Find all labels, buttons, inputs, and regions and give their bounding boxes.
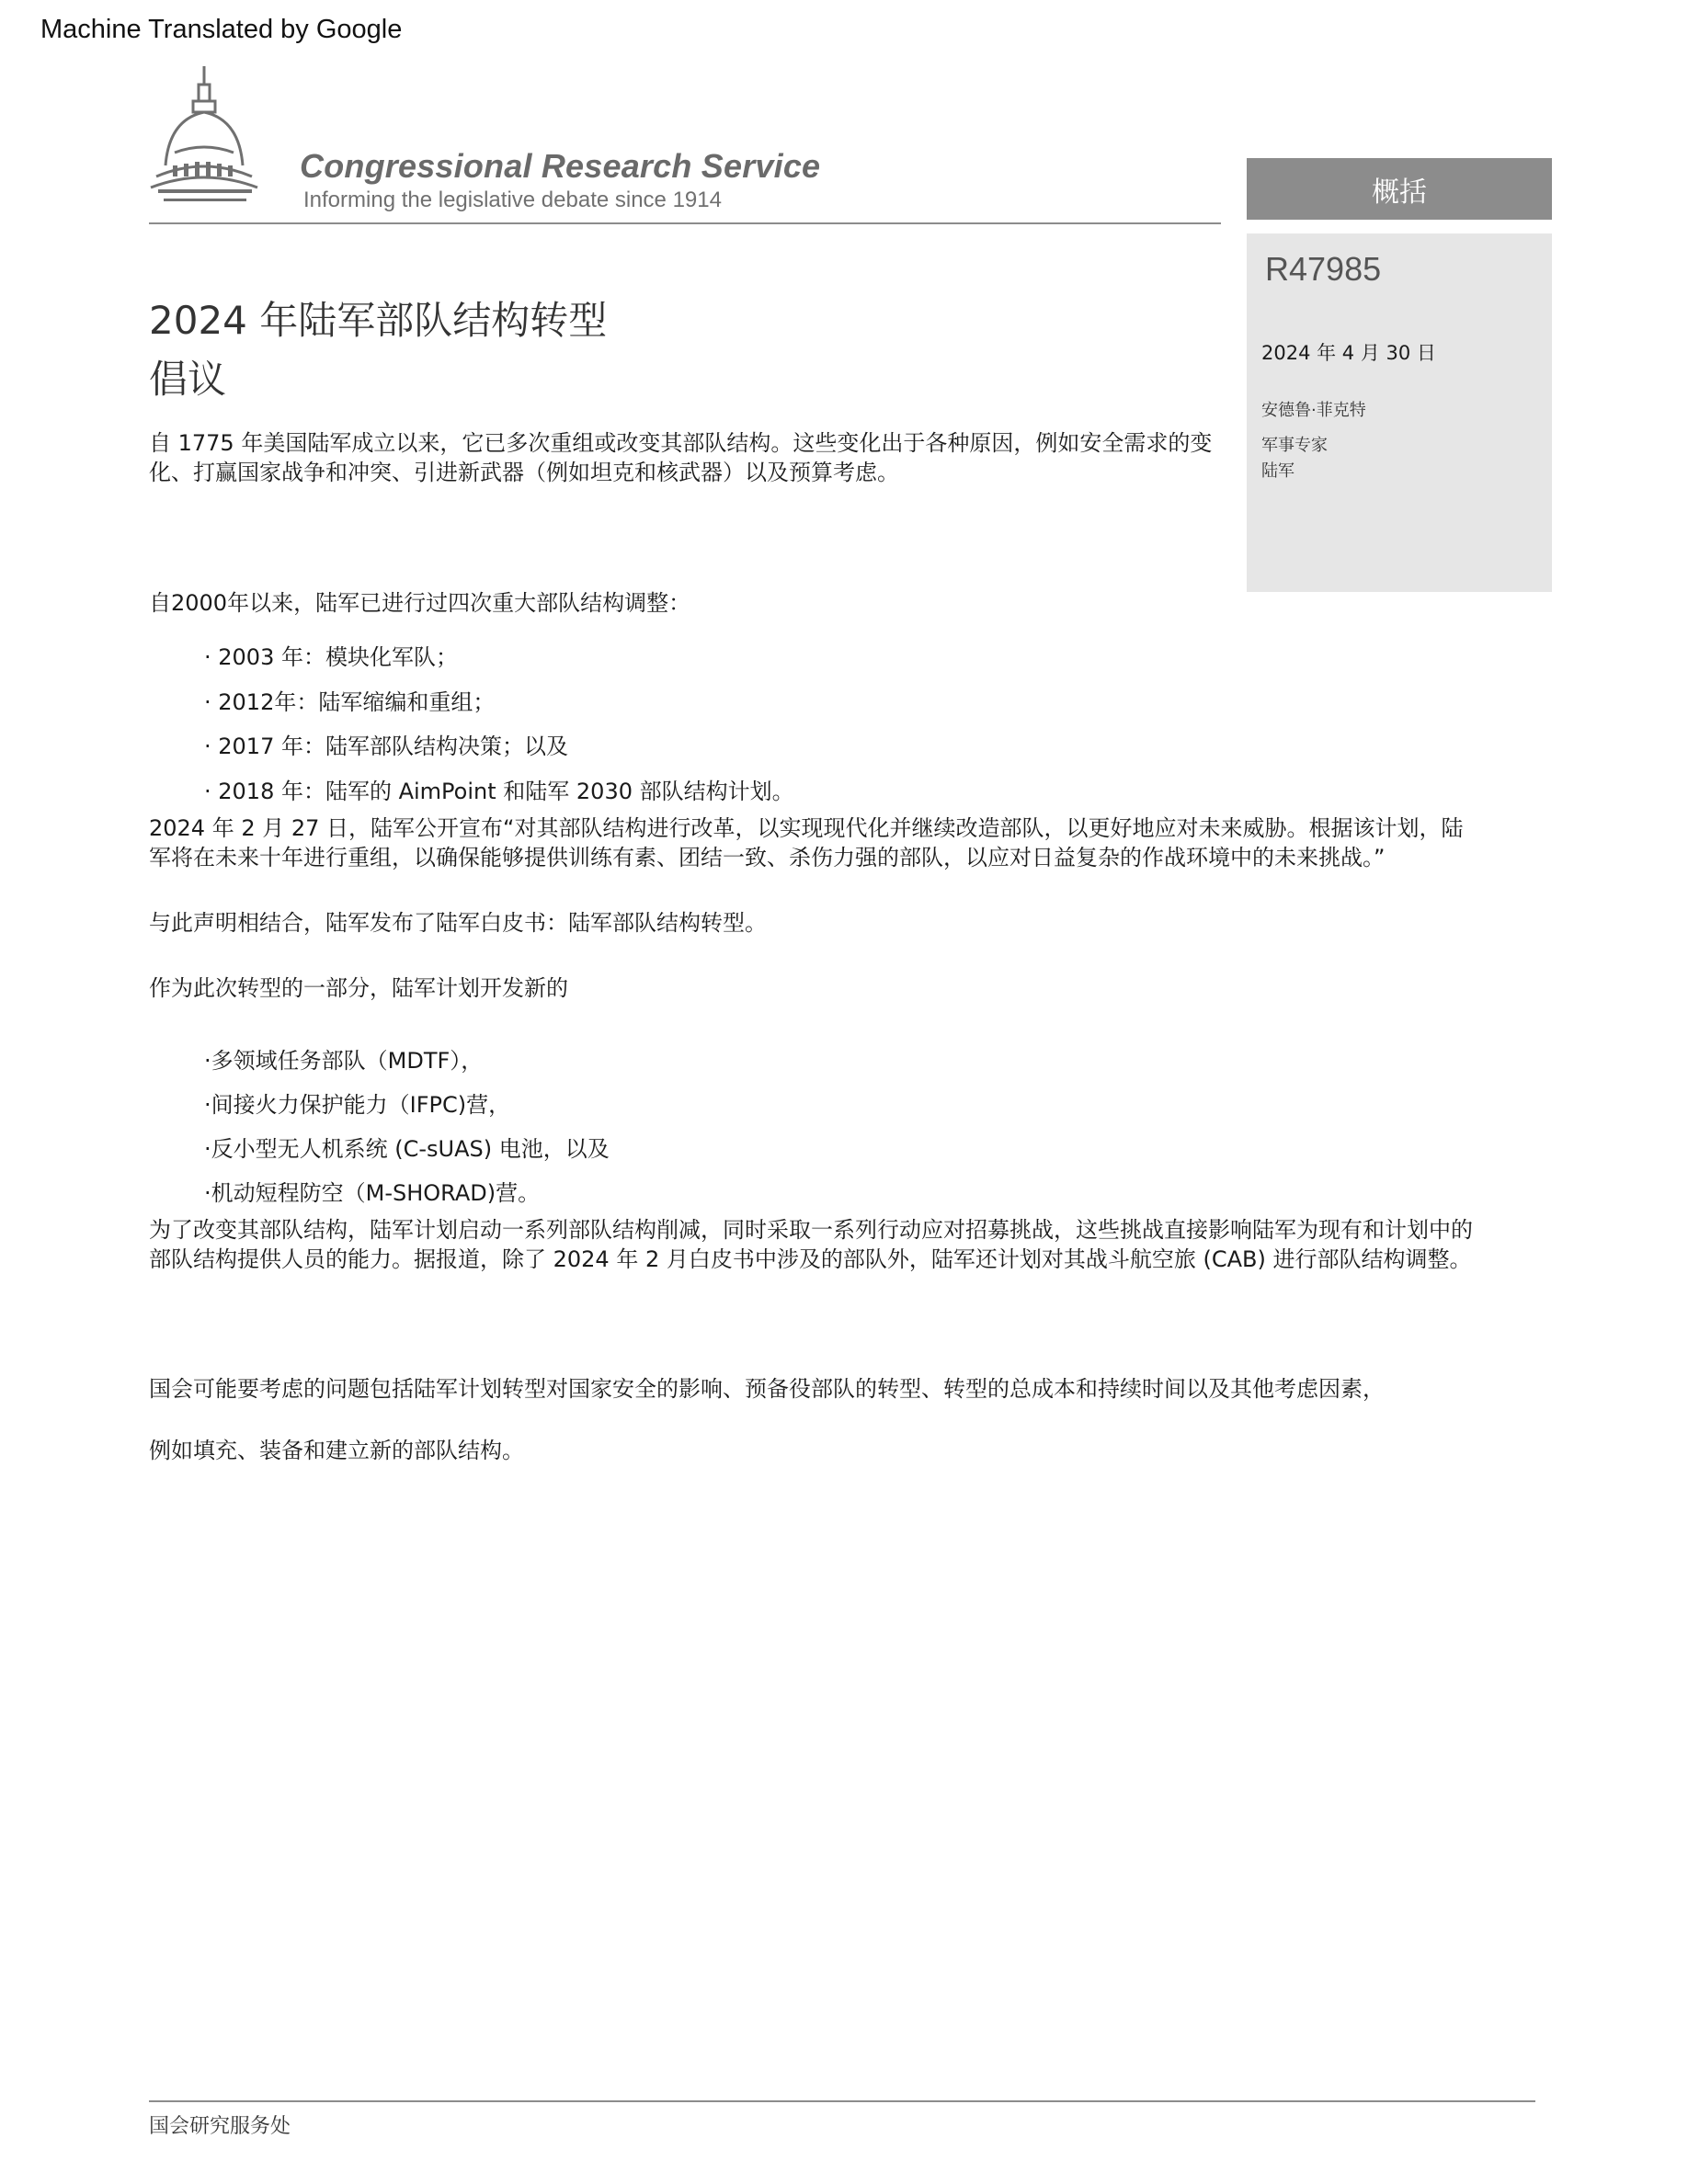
announcement-paragraph: 2024 年 2 月 27 日，陆军公开宣布“对其部队结构进行改革，以实现现代化并继续改造部队，以更好地应对未来威胁。根据该计划，陆军将在未来十年进行重组，以确保能够提供训练有素、团结一致、杀伤力强的部队，以应对日益复杂的作战环境中的未来挑战。” <box>149 815 1464 870</box>
list-item: · 2017 年：陆军部队结构决策；以及 <box>204 734 568 759</box>
list-item: ·反小型无人机系统 (C-sUAS) 电池，以及 <box>204 1136 610 1162</box>
congress-issues-paragraph: 国会可能要考虑的问题包括陆军计划转型对国家安全的影响、预备役部队的转型、转型的总成本和持续时间以及其他考虑因素， <box>149 1376 1385 1402</box>
restructuring-paragraph: 自2000年以来，陆军已进行过四次重大部队结构调整： <box>149 590 691 616</box>
author-title: 军事专家 <box>1261 436 1328 455</box>
page-title: 2024 年陆军部队结构转型 <box>149 298 608 343</box>
transformation-paragraph: 作为此次转型的一部分，陆军计划开发新的 <box>149 975 568 1001</box>
list-item: · 2018 年：陆军的 AimPoint 和陆军 2030 部队结构计划。 <box>204 779 794 804</box>
logo-title: Congressional Research Service <box>300 147 821 185</box>
report-date: 2024 年 4 月 30 日 <box>1261 342 1436 364</box>
header-divider <box>149 222 1221 224</box>
list-item: ·间接火力保护能力（IFPC)营， <box>204 1092 511 1118</box>
intro-paragraph: 自 1775 年美国陆军成立以来，它已多次重组或改变其部队结构。这些变化出于各种原因，例如安全需求的变化、打赢国家战争和冲突、引进新武器（例如坦克和核武器）以及预算考虑。 <box>149 430 1213 485</box>
capitol-dome-logo-icon <box>149 64 314 221</box>
white-paper-paragraph: 与此声明相结合，陆军发布了陆军白皮书：陆军部队结构转型。 <box>149 910 767 936</box>
footer-text: 国会研究服务处 <box>149 2115 291 2138</box>
page-title-line2: 倡议 <box>149 357 227 402</box>
list-item: · 2003 年：模块化军队； <box>204 644 458 670</box>
logo-tagline: Informing the legislative debate since 1914 <box>303 188 722 212</box>
list-item: · 2012年：陆军缩编和重组； <box>204 689 496 715</box>
summary-tab: 概括 <box>1247 158 1552 220</box>
list-item: ·多领域任务部队（MDTF）， <box>204 1048 484 1074</box>
congress-issues-continued: 例如填充、装备和建立新的部队结构。 <box>149 1438 524 1463</box>
machine-translation-banner: Machine Translated by Google <box>40 15 403 44</box>
force-structure-paragraph: 为了改变其部队结构，陆军计划启动一系列部队结构削减，同时采取一系列行动应对招募挑战，这些挑战直接影响陆军为现有和计划中的部队结构提供人员的能力。据报道，除了 2024 年 2 月白皮书中涉及的部队外，陆军还计划对其战斗航空旅 (CAB) 进行部队结构调整。 <box>149 1217 1473 1272</box>
author-name: 安德鲁·菲克特 <box>1261 401 1366 420</box>
footer-divider <box>149 2100 1535 2102</box>
author-department: 陆军 <box>1261 461 1295 481</box>
report-number: R47985 <box>1265 250 1382 288</box>
list-item: ·机动短程防空（M-SHORAD)营。 <box>204 1180 541 1206</box>
